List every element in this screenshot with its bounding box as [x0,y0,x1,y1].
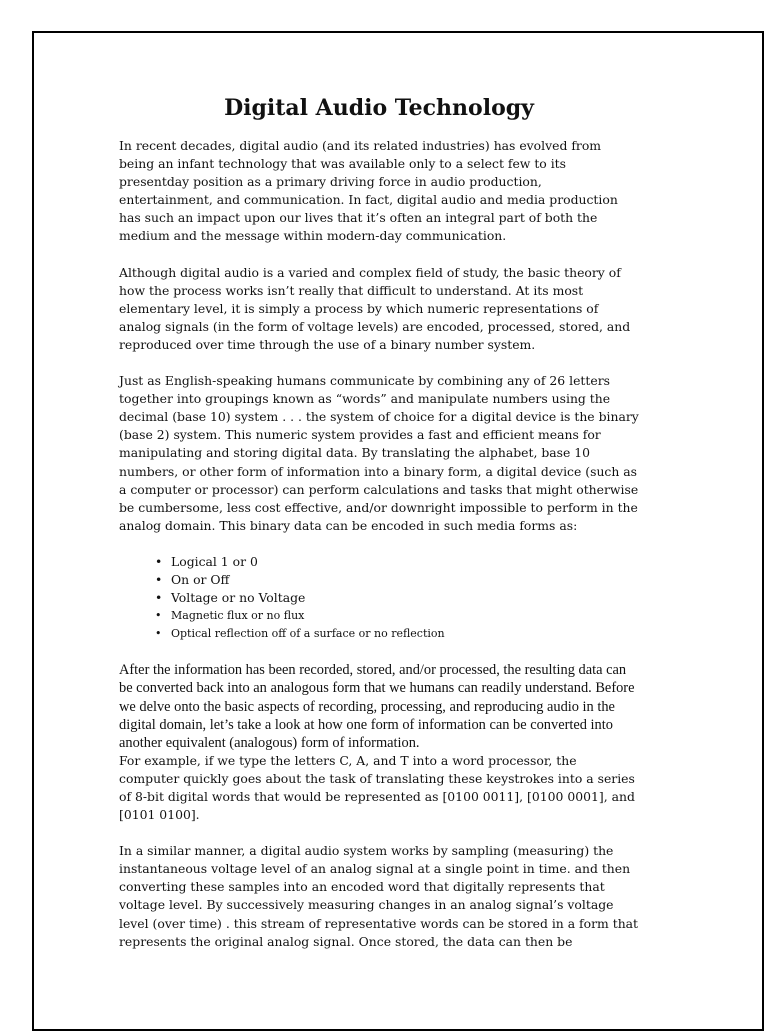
list-item: • Optical reflection off of a surface or no reflection [155,625,639,643]
media-forms-list [119,553,639,643]
list-item: • Logical 1 or 0 [155,553,639,571]
page-title: Digital Audio Technology [224,95,534,121]
list-item: • Voltage or no Voltage [155,589,639,607]
list-item: • On or Off [155,571,639,589]
paragraph-conversion: After the information has been recorded, stored, and/or processed, the resulting data can be converted back into an analogous form that we humans can readily understand. Before we delve onto the basic aspects of recording, processing, and reproducing audio in the digital domain, let’s take a look at how one form of information can be converted into another equivalent (analogous) form of information. [119,662,635,751]
page-content [119,93,639,969]
paragraph-intro: In recent decades, digital audio (and its related industries) has evolved from being an infant technology that was available only to a select few to its presentday position as a primary driving force in audio production, entertainment, and communication. In fact, digital audio and media production has such an impact upon our lives that it’s often an integral part of both the medium and the message within modern-day communication. [119,138,618,244]
list-item: • Magnetic flux or no flux [155,607,639,625]
paragraph-theory: Although digital audio is a varied and complex field of study, the basic theory of how the process works isn’t really that difficult to understand. At its most elementary level, it is simply a process by which numeric representations of analog signals (in the form of voltage levels) are encoded, processed, stored, and reproduced over time through the use of a binary number system. [119,264,631,352]
document-page [32,31,764,1031]
paragraph-example: For example, if we type the letters C, A, and T into a word processor, the computer quickly goes about the task of translating these keystrokes into a series of 8-bit digital words that would be represented as [0100 0011], [0100 0001], and [0101 0100]. [119,752,635,823]
paragraph-binary: Just as English-speaking humans communicate by combining any of 26 letters together into groupings known as “words” and manipulate numbers using the decimal (base 10) system . . . the system of choice for a digital device is the binary (base 2) system. This numeric system provides a fast and efficient means for manipulating and storing digital data. By translating the alphabet, base 10 numbers, or other form of information into a binary form, a digital device (such as a computer or processor) can perform calculations and tasks that might otherwise be cumbersome, less cost effective, and/or downright impossible to perform in the analog domain. This binary data can be encoded in such media forms as: [119,373,639,533]
paragraph-sampling: In a similar manner, a digital audio system works by sampling (measuring) the instantaneous voltage level of an analog signal at a single point in time. and then converting these samples into an encoded word that digitally represents that voltage level. By successively measuring changes in an analog signal’s voltage level (over time) . this stream of representative words can be stored in a form that represents the original analog signal. Once stored, the data can then be [119,843,639,949]
